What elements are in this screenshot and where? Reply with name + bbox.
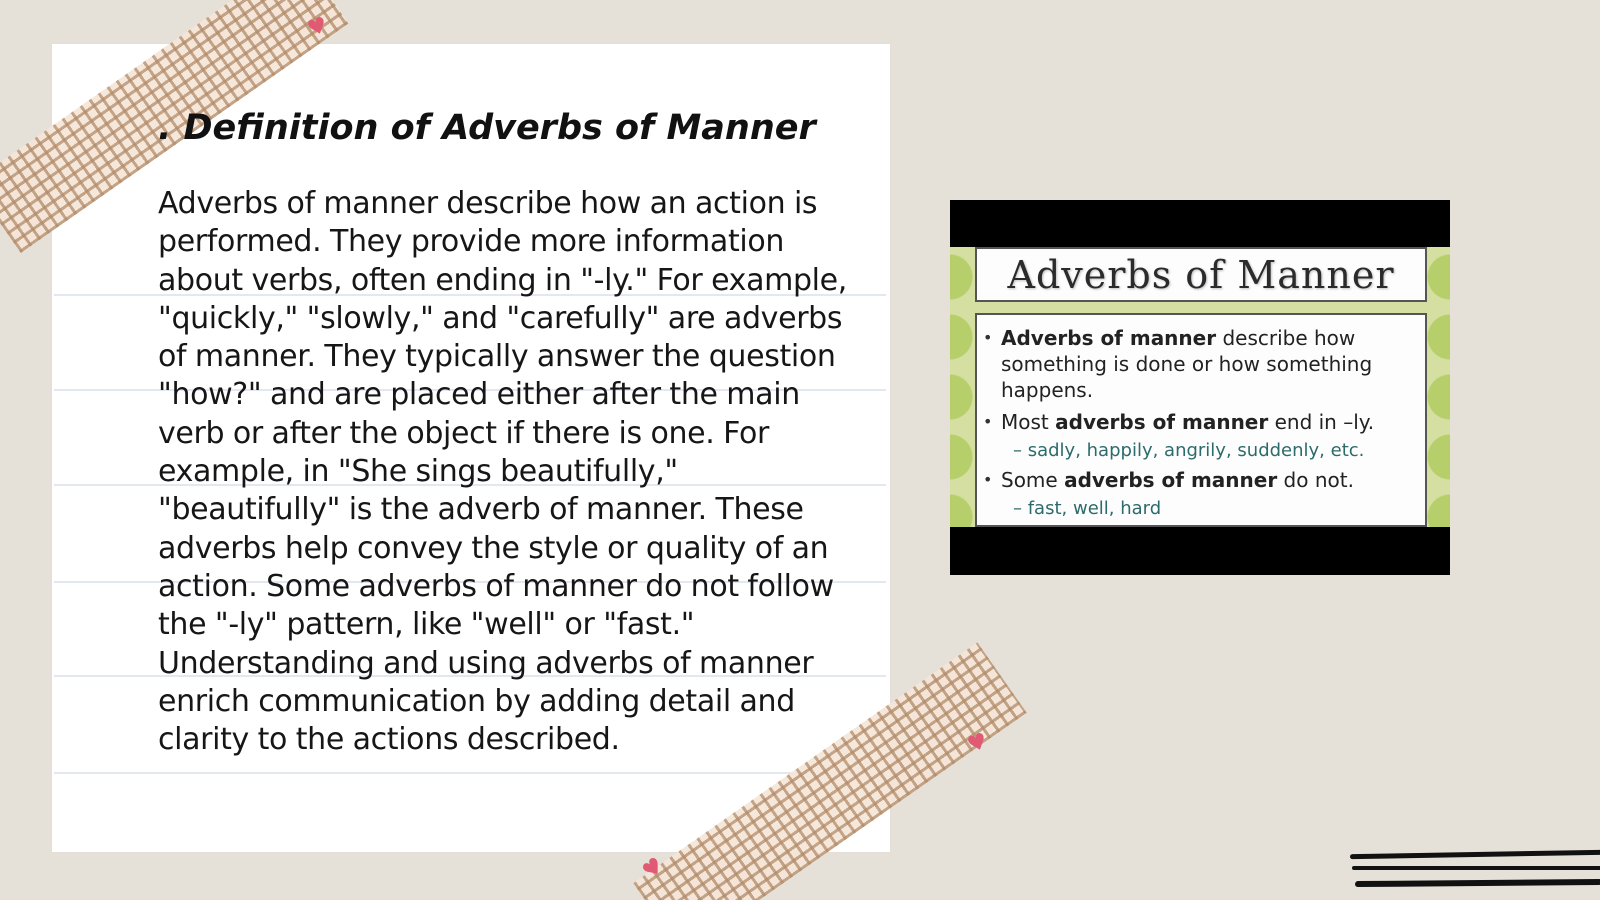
heart-icon: ♥ [637,852,670,885]
bullet-rest: describe how something is done or how something happens. [1001,326,1373,402]
paper-rule [54,772,886,774]
slide-title: . Definition of Adverbs of Manner [158,108,816,148]
image-sub-bullet: – sadly, happily, angrily, suddenly, etc. [1013,440,1365,461]
bold-term: adverbs of manner [1055,410,1269,434]
image-title: Adverbs of Manner [1007,252,1395,297]
image-bullet [983,409,1417,435]
bullet-post: do not. [1277,468,1354,492]
bullet-text [1001,467,1417,493]
bullet-icon: • [983,412,993,431]
bullet-icon: • [983,328,993,347]
image-sub-bullet: – fast, well, hard [1013,498,1162,519]
bullet-icon: • [983,470,993,489]
image-bullet [983,467,1417,493]
bullet-text [1001,325,1417,403]
decorative-stroke [1350,850,1600,859]
bold-term: adverbs of manner [1064,468,1278,492]
image-content-box [975,313,1427,527]
image-bullet [983,325,1417,403]
decorative-stroke [1352,866,1600,870]
bullet-pre: Most [1001,410,1056,434]
bullet-text [1001,409,1417,435]
decorative-stroke [1355,879,1600,887]
heart-icon: ♥ [304,12,332,43]
bullet-pre: Some [1001,468,1065,492]
bold-term: Adverbs of manner [1001,326,1217,350]
heart-icon: ♥ [964,728,992,759]
adverbs-of-manner-image [950,200,1450,575]
bullet-post: end in –ly. [1268,410,1375,434]
definition-paragraph: Adverbs of manner describe how an action is performed. They provide more information about verbs, often ending in "-ly." For example, "quickly," "slowly," and "carefully" are adverbs of manner. They typically answer the question "how?" and are placed either after the main verb or after the object if there is one. For example, in "She sings beautifully," "beautifully" is the adverb of manner. These adverbs help convey the style or quality of an action. Some adverbs of manner do not follow the "-ly" pattern, like "well" or "fast." Understanding and using adverbs of manner enrich communication by adding detail and clarity to the actions described. [158,186,847,758]
image-title-box [975,247,1427,302]
